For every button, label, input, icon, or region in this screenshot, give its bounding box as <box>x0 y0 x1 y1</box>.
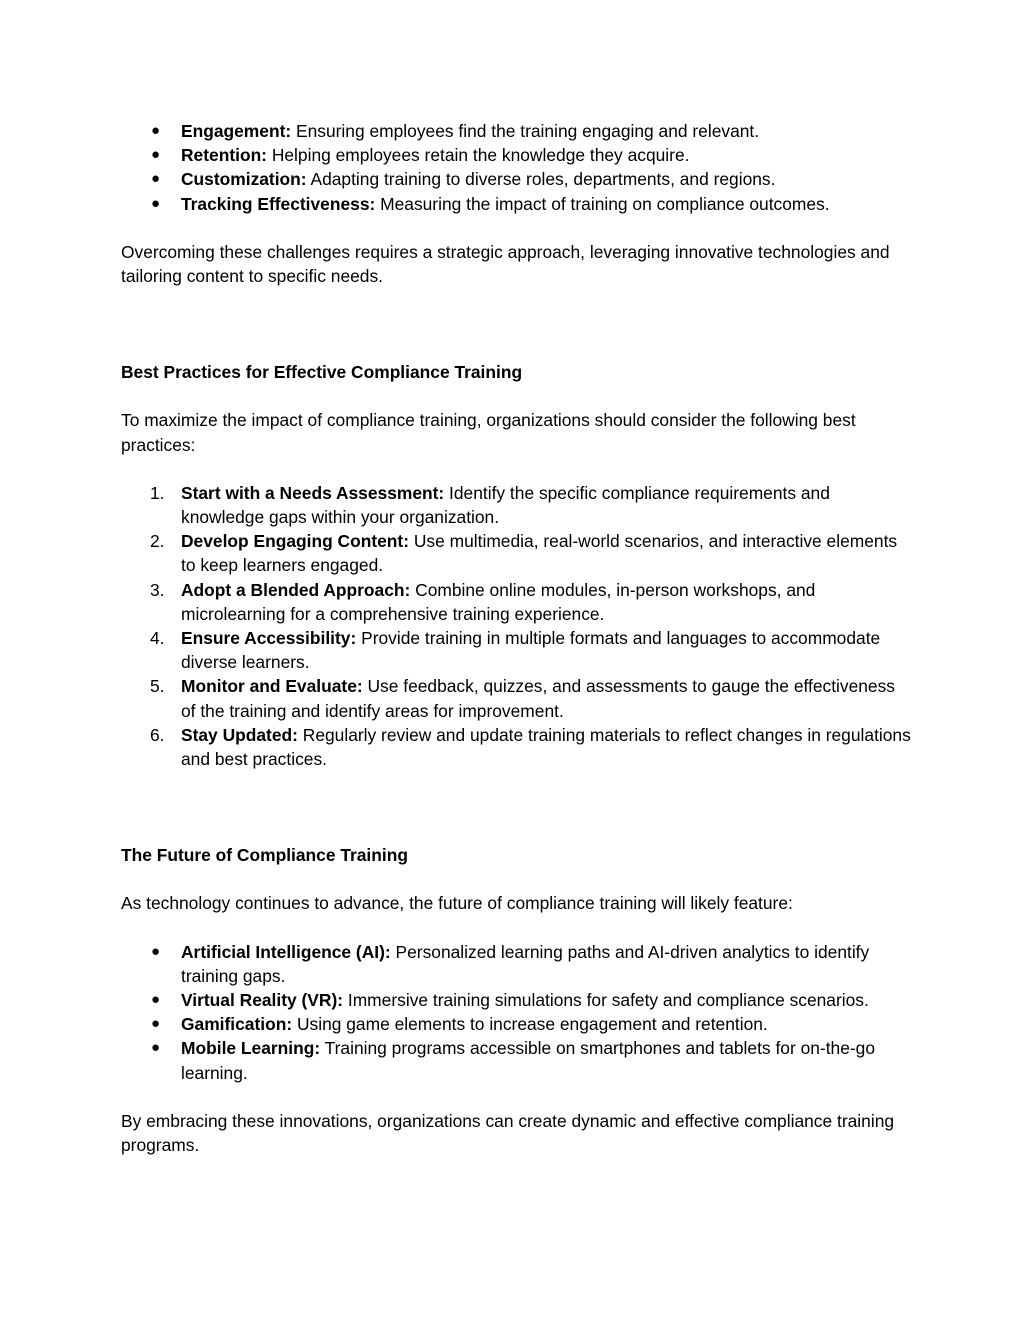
list-item <box>121 674 911 722</box>
future-conclusion: By embracing these innovations, organizations can create dynamic and effective compliance training programs. <box>121 1110 895 1156</box>
list-item-term: Ensure Accessibility: <box>181 628 357 649</box>
future-intro: As technology continues to advance, the future of compliance training will likely feature: <box>121 893 793 914</box>
list-item <box>121 192 911 216</box>
list-item-text: Provide training in multiple formats and languages to accommodate diverse learners. <box>181 628 881 673</box>
list-item-term: Engagement: <box>181 121 292 141</box>
list-item-text: Training programs accessible on smartphones and tablets for on-the-go learning. <box>181 1038 876 1083</box>
list-item <box>121 1036 911 1084</box>
list-item-term: Develop Engaging Content: <box>181 531 410 552</box>
list-item-term: Gamification: <box>181 1014 293 1035</box>
section-heading-best-practices: Best Practices for Effective Compliance Training <box>121 362 523 383</box>
list-number: 4. <box>150 628 165 649</box>
bullet-icon: ● <box>151 170 161 188</box>
list-item-text: Helping employees retain the knowledge they acquire. <box>266 145 690 166</box>
list-item-term: Artificial Intelligence (AI): <box>181 941 391 962</box>
list-item <box>121 578 911 626</box>
document-content <box>121 119 911 1157</box>
list-item <box>121 988 911 1012</box>
bullet-icon: ● <box>151 1039 161 1057</box>
list-item <box>121 143 911 167</box>
list-number: 5. <box>150 676 165 697</box>
list-item-term: Retention: <box>181 145 267 166</box>
bullet-icon: ● <box>151 942 161 960</box>
bullet-icon: ● <box>151 991 161 1009</box>
list-item <box>121 529 911 577</box>
challenges-conclusion: Overcoming these challenges requires a strategic approach, leveraging innovative technologies and tailoring content to specific needs. <box>121 241 890 287</box>
bullet-icon: ● <box>151 122 161 139</box>
list-item-text: Using game elements to increase engagement and retention. <box>292 1014 768 1035</box>
section-heading-future: The Future of Compliance Training <box>121 845 408 866</box>
list-number: 3. <box>150 579 165 600</box>
list-item-text: Use multimedia, real-world scenarios, and interactive elements to keep learners engaged. <box>181 531 898 576</box>
list-item-text: Regularly review and update training materials to reflect changes in regulations and best practices. <box>181 724 911 770</box>
list-item-term: Start with a Needs Assessment: <box>181 482 445 503</box>
list-number: 1. <box>150 482 165 503</box>
list-item-text: Use feedback, quizzes, and assessments to gauge the effectiveness of the training and identify areas for improvement. <box>181 676 895 721</box>
list-item-term: Stay Updated: <box>181 724 298 745</box>
list-item-text: Adapting training to diverse roles, departments, and regions. <box>306 169 776 190</box>
list-item-text: Immersive training simulations for safety and compliance scenarios. <box>343 990 869 1011</box>
list-item-text: Personalized learning paths and AI-driven analytics to identify training gaps. <box>181 941 870 986</box>
list-item-text: Combine online modules, in-person workshops, and microlearning for a comprehensive training experience. <box>181 579 816 624</box>
list-item-term: Adopt a Blended Approach: <box>181 579 411 600</box>
list-item <box>121 723 911 771</box>
bullet-icon: ● <box>151 194 161 212</box>
list-number: 6. <box>150 724 165 745</box>
list-item-term: Virtual Reality (VR): <box>181 990 344 1011</box>
challenges-list <box>121 119 911 216</box>
list-item <box>121 167 911 191</box>
list-item <box>121 1012 911 1036</box>
list-item <box>121 626 911 674</box>
bullet-icon: ● <box>151 146 161 164</box>
list-item <box>121 940 911 988</box>
best-practices-intro: To maximize the impact of compliance training, organizations should consider the following best practices: <box>121 410 856 455</box>
future-list <box>121 940 911 1085</box>
list-item <box>121 481 911 529</box>
list-item-term: Mobile Learning: <box>181 1038 321 1059</box>
list-item-text: Identify the specific compliance requirements and knowledge gaps within your organization. <box>181 482 830 528</box>
list-item-term: Monitor and Evaluate: <box>181 676 363 697</box>
list-item-text: Measuring the impact of training on compliance outcomes. <box>375 193 830 214</box>
list-number: 2. <box>150 531 165 552</box>
list-item-term: Customization: <box>181 169 307 190</box>
best-practices-list <box>121 481 911 771</box>
list-item <box>121 119 911 143</box>
list-item-text: Ensuring employees find the training engaging and relevant. <box>291 121 760 141</box>
bullet-icon: ● <box>151 1015 161 1033</box>
list-item-term: Tracking Effectiveness: <box>181 193 376 214</box>
